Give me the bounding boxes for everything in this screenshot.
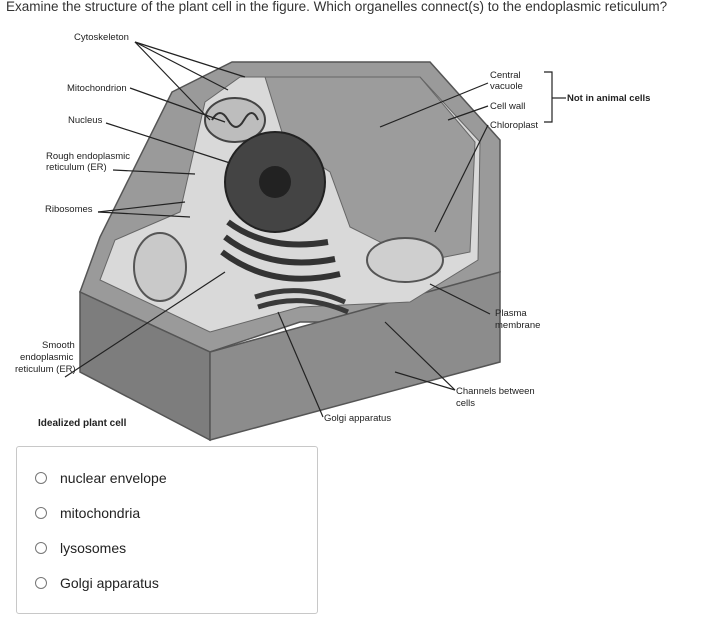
radio-button[interactable] <box>35 472 47 484</box>
chloroplast-right <box>367 238 443 282</box>
choice-label: mitochondria <box>60 505 141 521</box>
label-not-in-animal-cells: Not in animal cells <box>567 93 651 104</box>
label-smooth-er-3: reticulum (ER) <box>15 364 76 375</box>
answer-choices <box>16 446 318 614</box>
choice-mitochondria[interactable] <box>35 505 140 521</box>
choice-label: nuclear envelope <box>60 470 167 486</box>
label-rough-er-2: reticulum (ER) <box>46 162 107 173</box>
label-central-vacuole-1: Central <box>490 70 521 81</box>
label-plasma-membrane-1: Plasma <box>495 308 527 319</box>
question-text: Examine the structure of the plant cell in the figure. Which organelles connect(s) to the endoplasmic reticulum? <box>6 0 668 14</box>
radio-button[interactable] <box>35 507 47 519</box>
label-chloroplast: Chloroplast <box>490 120 539 131</box>
label-plasma-membrane-2: membrane <box>495 320 541 331</box>
radio-button[interactable] <box>35 577 47 589</box>
label-smooth-er-1: Smooth <box>42 340 75 351</box>
label-central-vacuole-2: vacuole <box>490 81 523 92</box>
radio-button[interactable] <box>35 542 47 554</box>
choice-golgi-apparatus[interactable] <box>35 575 159 591</box>
label-rough-er-1: Rough endoplasmic <box>46 151 130 162</box>
chloroplast-left <box>134 233 186 301</box>
label-cell-wall: Cell wall <box>490 101 526 112</box>
label-channels-1: Channels between <box>456 386 535 397</box>
label-cytoskeleton: Cytoskeleton <box>74 32 129 43</box>
choice-label: lysosomes <box>60 540 127 556</box>
label-channels-2: cells <box>456 398 476 409</box>
label-golgi-apparatus: Golgi apparatus <box>324 413 392 424</box>
label-mitochondrion: Mitochondrion <box>67 83 127 94</box>
choice-lysosomes[interactable] <box>35 540 126 556</box>
label-nucleus: Nucleus <box>68 115 103 126</box>
choice-label: Golgi apparatus <box>60 575 159 591</box>
figure-caption: Idealized plant cell <box>38 418 127 429</box>
label-ribosomes: Ribosomes <box>45 204 93 215</box>
label-smooth-er-2: endoplasmic <box>20 352 74 363</box>
plant-cell-figure <box>0 22 721 442</box>
choice-nuclear-envelope[interactable] <box>35 470 167 486</box>
